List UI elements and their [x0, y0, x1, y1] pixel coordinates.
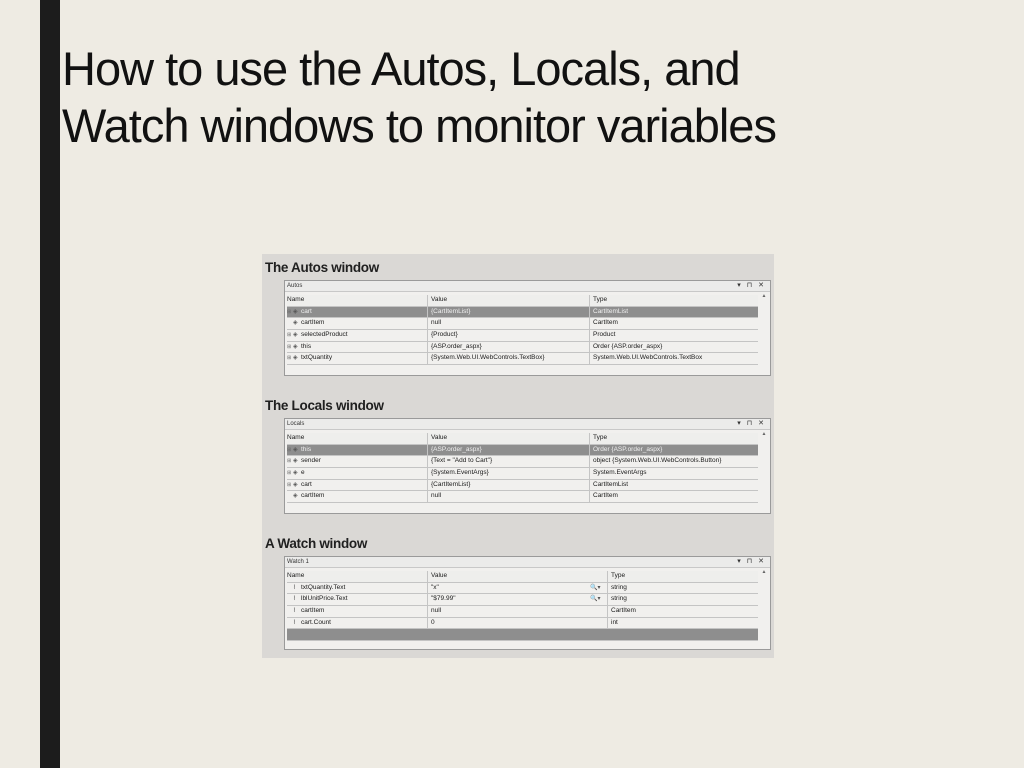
table-row[interactable] — [287, 445, 758, 457]
variable-value[interactable]: {System.Web.UI.WebControls.TextBox} — [427, 353, 587, 364]
locals-header-row — [287, 433, 758, 445]
table-row[interactable] — [287, 491, 758, 503]
variable-icon: ◈ — [293, 446, 298, 453]
variable-icon: ◈ — [293, 320, 298, 327]
expand-icon[interactable]: ⊞ — [287, 308, 292, 315]
autos-panel-title-bar[interactable] — [285, 281, 770, 292]
table-row[interactable] — [287, 342, 758, 354]
expand-icon[interactable]: ⊞ — [287, 470, 292, 477]
expand-icon[interactable]: ⊞ — [287, 343, 292, 350]
autos-window-heading: The Autos window — [265, 260, 379, 275]
variable-value[interactable]: {Product} — [427, 330, 587, 341]
expand-icon[interactable]: ⊞ — [287, 458, 292, 465]
variable-name: cartItem — [301, 492, 325, 500]
variable-icon: ◈ — [293, 493, 298, 500]
variable-name: this — [301, 342, 312, 350]
watch-type: string — [607, 594, 757, 605]
expand-icon[interactable]: ⊞ — [287, 355, 292, 362]
autos-scrollbar[interactable]: ▲ — [761, 293, 767, 299]
autos-window — [284, 280, 771, 376]
table-row[interactable] — [287, 330, 758, 342]
locals-window — [284, 418, 771, 514]
left-accent-bar — [40, 0, 60, 768]
watch-item-icon: ⌇ — [293, 584, 296, 591]
variable-icon: ◈ — [293, 308, 298, 315]
table-row[interactable] — [287, 318, 758, 330]
watch-col-name[interactable]: Name — [287, 572, 305, 579]
watch-value-text: "x" — [431, 583, 439, 591]
locals-col-type[interactable]: Type — [589, 433, 759, 444]
watch-type: CartItem — [607, 606, 757, 617]
watch-expression[interactable]: txtQuantity.Text — [301, 583, 346, 591]
debugger-windows-figure — [262, 254, 774, 658]
variable-name: e — [301, 469, 305, 477]
watch-item-icon: ⌇ — [293, 619, 296, 626]
variable-type: CartItemList — [589, 307, 759, 318]
variable-value[interactable]: null — [427, 491, 587, 502]
expand-icon[interactable]: ⊞ — [287, 332, 292, 339]
locals-scrollbar[interactable]: ▲ — [761, 431, 767, 437]
variable-name: cartItem — [301, 319, 325, 327]
variable-icon: ◈ — [293, 458, 298, 465]
variable-name: txtQuantity — [301, 354, 333, 362]
slide-title — [62, 40, 962, 154]
watch-type: int — [607, 618, 757, 629]
autos-grid — [287, 295, 758, 365]
panel-controls-icon[interactable]: ▾ ⊓ ✕ — [737, 558, 766, 565]
watch-value[interactable]: 0 — [427, 618, 610, 629]
variable-icon: ◈ — [293, 332, 298, 339]
variable-value[interactable]: {ASP.order_aspx} — [427, 445, 587, 456]
watch-header-row — [287, 571, 758, 583]
locals-grid — [287, 433, 758, 503]
locals-panel-title-bar[interactable] — [285, 419, 770, 430]
watch-window-heading: A Watch window — [265, 536, 368, 551]
locals-panel-title: Locals — [287, 421, 305, 427]
slide-title-line-1: How to use the Autos, Locals, and — [62, 42, 740, 95]
table-row[interactable] — [287, 468, 758, 480]
watch-expression[interactable]: cart.Count — [301, 618, 331, 626]
variable-value[interactable]: {CartItemList} — [427, 307, 587, 318]
watch-expression[interactable]: lblUnitPrice.Text — [301, 595, 348, 603]
locals-col-value[interactable]: Value — [427, 433, 587, 444]
autos-col-type[interactable]: Type — [589, 295, 759, 306]
variable-icon: ◈ — [293, 481, 298, 488]
variable-type: Product — [589, 330, 759, 341]
autos-col-name[interactable]: Name — [287, 296, 305, 303]
variable-type: System.EventArgs — [589, 468, 759, 479]
variable-value[interactable]: {System.EventArgs} — [427, 468, 587, 479]
magnifier-icon[interactable]: 🔍▾ — [590, 596, 601, 603]
table-row[interactable] — [287, 307, 758, 319]
variable-name: cart — [301, 307, 312, 315]
watch-grid — [287, 571, 758, 641]
variable-value[interactable]: {CartItemList} — [427, 480, 587, 491]
variable-type: Order {ASP.order_aspx} — [589, 445, 759, 456]
watch-value[interactable] — [427, 583, 610, 594]
variable-value[interactable]: null — [427, 318, 587, 329]
variable-value[interactable]: {ASP.order_aspx} — [427, 342, 587, 353]
variable-icon: ◈ — [293, 343, 298, 350]
watch-item-icon: ⌇ — [293, 608, 296, 615]
variable-name: cart — [301, 480, 312, 488]
magnifier-icon[interactable]: 🔍▾ — [590, 584, 601, 591]
locals-window-heading: The Locals window — [265, 398, 384, 413]
expand-icon[interactable]: ⊞ — [287, 446, 292, 453]
variable-type: CartItem — [589, 318, 759, 329]
watch-value-text: "$79.99" — [431, 595, 456, 603]
variable-icon: ◈ — [293, 470, 298, 477]
autos-col-value[interactable]: Value — [427, 295, 587, 306]
variable-name: selectedProduct — [301, 331, 348, 339]
expand-icon[interactable]: ⊞ — [287, 481, 292, 488]
table-row[interactable] — [287, 456, 758, 468]
watch-panel-title-bar[interactable] — [285, 557, 770, 568]
panel-controls-icon[interactable]: ▾ ⊓ ✕ — [737, 282, 766, 289]
watch-col-type[interactable]: Type — [607, 571, 757, 582]
table-row[interactable] — [287, 480, 758, 492]
watch-value[interactable] — [427, 594, 610, 605]
variable-name: sender — [301, 457, 321, 465]
watch-panel-title: Watch 1 — [287, 559, 309, 565]
autos-panel-title: Autos — [287, 283, 303, 289]
watch-type: string — [607, 583, 757, 594]
table-row[interactable] — [287, 618, 758, 630]
watch-expression[interactable]: cartItem — [301, 607, 325, 615]
variable-icon: ◈ — [293, 355, 298, 362]
variable-value[interactable]: {Text = "Add to Cart"} — [427, 456, 587, 467]
table-row[interactable] — [287, 583, 758, 595]
new-watch-row[interactable] — [287, 629, 758, 641]
panel-controls-icon[interactable]: ▾ ⊓ ✕ — [737, 420, 766, 427]
variable-name: this — [301, 445, 312, 453]
autos-header-row — [287, 295, 758, 307]
watch-window — [284, 556, 771, 650]
table-row[interactable] — [287, 594, 758, 606]
watch-value[interactable]: null — [427, 606, 610, 617]
variable-type: System.Web.UI.WebControls.TextBox — [589, 353, 759, 364]
slide-title-line-2: Watch windows to monitor variables — [62, 99, 776, 152]
variable-type: CartItemList — [589, 480, 759, 491]
watch-scrollbar[interactable]: ▲ — [761, 569, 767, 575]
table-row[interactable] — [287, 606, 758, 618]
locals-col-name[interactable]: Name — [287, 434, 305, 441]
watch-item-icon: ⌇ — [293, 596, 296, 603]
variable-type: Order {ASP.order_aspx} — [589, 342, 759, 353]
variable-type: CartItem — [589, 491, 759, 502]
variable-type: object {System.Web.UI.WebControls.Button} — [589, 456, 759, 467]
table-row[interactable] — [287, 353, 758, 365]
watch-col-value[interactable]: Value — [427, 571, 610, 582]
